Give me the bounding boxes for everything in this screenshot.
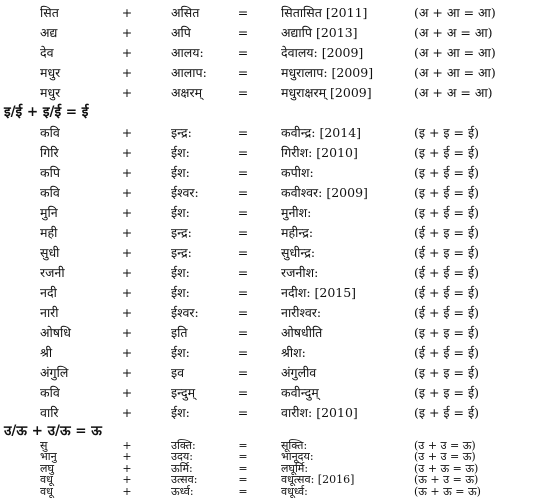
sandhi-rule: (ई + इ = ई) [414, 225, 480, 240]
table-row [0, 223, 533, 243]
plus-sign: + [121, 145, 133, 160]
result-word: कवीन्दुम् [281, 385, 319, 400]
second-word: उत्सव: [171, 473, 198, 487]
sandhi-rule: (इ + ई = ई) [414, 185, 480, 200]
sandhi-rule: (उ + ऊ = ऊ) [414, 461, 479, 475]
result-word: कपीश: [281, 165, 314, 180]
equals-sign: = [237, 285, 249, 300]
first-word: नदी [40, 285, 57, 300]
result-word: कवीन्द्र: [2014] [281, 125, 362, 140]
second-word: इन्द्र: [171, 125, 192, 140]
result-word: वधूर्ध्व: [281, 484, 308, 498]
first-word: कवि [40, 385, 60, 400]
table-row [0, 43, 533, 63]
equals-sign: = [237, 245, 249, 260]
first-word: कवि [40, 185, 60, 200]
table-row [0, 383, 533, 403]
table-row [0, 123, 533, 143]
result-word: नदीश: [2015] [281, 285, 357, 300]
second-word: असित [171, 5, 200, 20]
sandhi-rule: (ई + ई = ई) [414, 305, 480, 320]
sandhi-rule: (अ + आ = आ) [414, 65, 496, 80]
equals-sign: = [237, 5, 249, 20]
sandhi-rule: (ई + इ = ई) [414, 245, 480, 260]
first-word: सु [40, 439, 48, 452]
first-word: मधुर [40, 65, 61, 80]
result-word: मुनीश: [281, 205, 312, 220]
first-word: ओषधि [40, 325, 71, 340]
equals-sign: = [237, 45, 249, 60]
equals-sign: = [238, 473, 248, 487]
second-word: उदय: [171, 450, 193, 464]
first-word: नारी [40, 305, 59, 320]
equals-sign: = [238, 450, 248, 464]
sandhi-rule: (ई + ई = ई) [414, 265, 480, 280]
plus-sign: + [121, 45, 133, 60]
plus-sign: + [121, 265, 133, 280]
plus-sign: + [121, 245, 133, 260]
plus-sign: + [121, 205, 133, 220]
second-word: इन्द्र: [171, 245, 192, 260]
equals-sign: = [238, 484, 248, 498]
result-word: वधूत्सव: [2016] [281, 473, 355, 487]
result-word: ओषधीति [281, 325, 323, 340]
plus-sign: + [121, 325, 133, 340]
table-row [0, 83, 533, 103]
table-row [0, 23, 533, 43]
result-word: मधुराक्षरम् [2009] [281, 85, 372, 100]
first-word: देव [40, 45, 54, 60]
equals-sign: = [237, 225, 249, 240]
table-row [0, 243, 533, 263]
sandhi-rule: (इ + इ = ई) [414, 125, 480, 140]
table-row [0, 343, 533, 363]
result-word: सुधीन्द्र: [281, 245, 316, 260]
table-row [0, 463, 533, 474]
plus-sign: + [122, 461, 132, 475]
sandhi-rule: (उ + उ = ऊ) [414, 450, 476, 464]
second-word: ईश्वर: [171, 305, 199, 320]
sandhi-rule: (ई + ई = ई) [414, 285, 480, 300]
plus-sign: + [121, 165, 133, 180]
second-word: इन्द्र: [171, 225, 192, 240]
second-word: ऊर्मि: [171, 461, 193, 475]
result-word: लघूर्मि: [281, 461, 309, 475]
result-word: श्रीश: [281, 345, 306, 360]
first-word: मही [40, 225, 58, 240]
equals-sign: = [237, 65, 249, 80]
equals-sign: = [238, 439, 248, 452]
first-word: रजनी [40, 265, 65, 280]
result-word: महीन्द्र: [281, 225, 314, 240]
table-row [0, 474, 533, 485]
sandhi-rule: (ऊ + ऊ = ऊ) [414, 484, 481, 498]
first-word: गिरि [40, 145, 59, 160]
table-row [0, 143, 533, 163]
table-row [0, 63, 533, 83]
first-word: मधुर [40, 85, 61, 100]
second-word: इन्दुम् [171, 385, 196, 400]
second-word: ईश: [171, 165, 190, 180]
first-word: अद्य [40, 25, 58, 40]
equals-sign: = [237, 165, 249, 180]
first-word: कवि [40, 125, 60, 140]
plus-sign: + [121, 225, 133, 240]
sandhi-rule: (ई + ई = ई) [414, 345, 480, 360]
second-word: ईश: [171, 265, 190, 280]
plus-sign: + [122, 484, 132, 498]
equals-sign: = [237, 265, 249, 280]
plus-sign: + [121, 285, 133, 300]
sandhi-rule: (इ + इ = ई) [414, 325, 480, 340]
sandhi-rule: (ऊ + उ = ऊ) [414, 473, 479, 487]
table-row [0, 451, 533, 462]
second-word: ऊर्ध्व: [171, 484, 194, 498]
second-word: आलाप: [171, 65, 207, 80]
equals-sign: = [237, 385, 249, 400]
sandhi-rule: (इ + इ = ई) [414, 385, 480, 400]
first-word: मुनि [40, 205, 58, 220]
result-word: रजनीश: [281, 265, 319, 280]
result-word: मधुरालाप: [2009] [281, 65, 374, 80]
second-word: ईश: [171, 345, 190, 360]
table-row [0, 263, 533, 283]
sandhi-rule: (इ + ई = ई) [414, 205, 480, 220]
first-word: वधू [40, 473, 53, 487]
equals-sign: = [237, 345, 249, 360]
table-row [0, 440, 533, 451]
equals-sign: = [237, 145, 249, 160]
result-word: कवीश्वर: [2009] [281, 185, 368, 200]
plus-sign: + [122, 473, 132, 487]
table-row [0, 283, 533, 303]
first-word: अंगुलि [40, 365, 69, 380]
plus-sign: + [121, 65, 133, 80]
sandhi-rule: (अ + आ = आ) [414, 5, 496, 20]
equals-sign: = [237, 405, 249, 420]
table-row [0, 323, 533, 343]
table-row [0, 363, 533, 383]
table-row [0, 303, 533, 323]
first-word: वारि [40, 405, 59, 420]
sandhi-rule: (अ + अ = आ) [414, 25, 493, 40]
plus-sign: + [121, 185, 133, 200]
section-heading-u: उ/ऊ + उ/ऊ = ऊ [4, 423, 102, 439]
sandhi-rule: (अ + आ = आ) [414, 45, 496, 60]
second-word: इति [171, 325, 188, 340]
table-row [0, 3, 533, 23]
plus-sign: + [121, 25, 133, 40]
sandhi-rule: (उ + उ = ऊ) [414, 439, 476, 452]
result-word: वारीश: [2010] [281, 405, 358, 420]
equals-sign: = [237, 125, 249, 140]
sandhi-rule: (इ + ई = ई) [414, 145, 480, 160]
first-word: लघु [40, 461, 54, 475]
table-row [0, 203, 533, 223]
equals-sign: = [237, 305, 249, 320]
result-word: नारीश्वर: [281, 305, 322, 320]
equals-sign: = [237, 185, 249, 200]
table-row [0, 163, 533, 183]
plus-sign: + [121, 405, 133, 420]
section-heading-i: इ/ई + इ/ई = ई [4, 104, 89, 120]
equals-sign: = [238, 461, 248, 475]
table-row [0, 486, 533, 497]
first-word: श्री [40, 345, 53, 360]
second-word: अपि [171, 25, 191, 40]
result-word: सूक्ति: [281, 439, 308, 452]
first-word: वधू [40, 484, 53, 498]
plus-sign: + [121, 365, 133, 380]
result-word: अंगुलीव [281, 365, 317, 380]
second-word: ईश: [171, 285, 190, 300]
first-word: सित [40, 5, 59, 20]
plus-sign: + [121, 125, 133, 140]
plus-sign: + [121, 345, 133, 360]
result-word: देवालय: [2009] [281, 45, 364, 60]
second-word: अक्षरम् [171, 85, 203, 100]
result-word: अद्यापि [2013] [281, 25, 358, 40]
second-word: इव [171, 365, 185, 380]
plus-sign: + [121, 5, 133, 20]
table-row [0, 183, 533, 203]
equals-sign: = [237, 85, 249, 100]
result-word: भानूदय: [281, 450, 314, 464]
equals-sign: = [237, 25, 249, 40]
second-word: ईश्वर: [171, 185, 199, 200]
second-word: आलय: [171, 45, 204, 60]
equals-sign: = [237, 365, 249, 380]
sandhi-rule: (अ + अ = आ) [414, 85, 493, 100]
sandhi-rule: (इ + ई = ई) [414, 405, 480, 420]
sandhi-rule: (इ + इ = ई) [414, 365, 480, 380]
plus-sign: + [121, 85, 133, 100]
second-word: ईश: [171, 205, 190, 220]
second-word: ईश: [171, 145, 190, 160]
plus-sign: + [122, 450, 132, 464]
sandhi-rule: (इ + ई = ई) [414, 165, 480, 180]
first-word: भानु [40, 450, 57, 464]
equals-sign: = [237, 325, 249, 340]
first-word: सुधी [40, 245, 60, 260]
result-word: गिरीश: [2010] [281, 145, 358, 160]
plus-sign: + [121, 305, 133, 320]
plus-sign: + [122, 439, 132, 452]
result-word: सितासित [2011] [281, 5, 368, 20]
second-word: ईश: [171, 405, 190, 420]
plus-sign: + [121, 385, 133, 400]
second-word: उक्ति: [171, 439, 196, 452]
equals-sign: = [237, 205, 249, 220]
first-word: कपि [40, 165, 60, 180]
